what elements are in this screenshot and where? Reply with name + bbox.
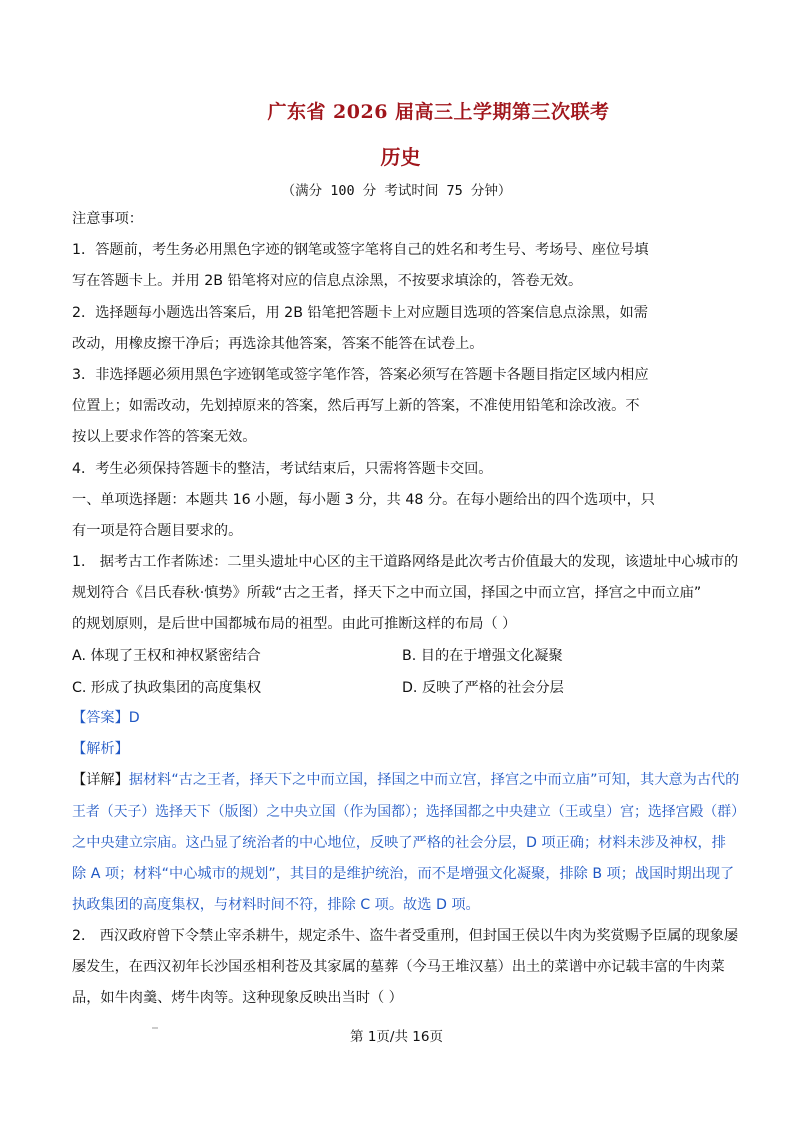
analysis-label: 【解析】 — [72, 741, 129, 757]
section-heading: 一、单项选择题：本题共 16 小题，每小题 3 分，共 48 分。在每小题给出的四个选项中，只 — [72, 492, 655, 508]
analysis-detail-line: 执政集团的高度集权，与材料时间不符，排除 C 项。故选 D 项。 — [72, 897, 480, 913]
option-b: B. 目的在于增强文化凝聚 — [402, 648, 563, 664]
question-1-stem: 的规划原则，是后世中国都城布局的祖型。由此可推断这样的布局（ ） — [72, 616, 517, 632]
answer-label: 【答案】D — [72, 710, 140, 726]
notice-line: 2．选择题每小题选出答案后，用 2B 铅笔把答题卡上对应题目选项的答案信息点涂黑，如需 — [72, 305, 648, 321]
exam-title: 广东省 2026 届高三上学期第三次联考 — [267, 101, 610, 123]
option-d: D. 反映了严格的社会分层 — [402, 680, 564, 696]
analysis-detail-line: 除 A 项；材料“中心城市的规划”，其目的是维护统治，而不是增强文化凝聚，排除 B 项；战国时期出现了 — [72, 866, 735, 882]
question-1-stem: 规划符合《吕氏春秋·慎势》所载“古之王者，择天下之中而立国，择国之中而立宫，择宫之中而立庙” — [72, 585, 702, 601]
page-number: 第 1页/共 16页 — [350, 1029, 443, 1045]
notice-line: 位置上；如需改动，先划掉原来的答案，然后再写上新的答案，不准使用铅笔和涂改液。不 — [72, 398, 640, 414]
analysis-detail-line: 王者（天子）选择天下（版图）之中央立国（作为国都）；选择国都之中央建立（王或皇）宫；选择宫殿（群） — [72, 804, 746, 820]
notice-line: 改动，用橡皮擦干净后；再选涂其他答案，答案不能答在试卷上。 — [72, 336, 484, 352]
option-a: A. 体现了王权和神权紧密结合 — [72, 648, 261, 664]
detail-prefix: 【详解】 — [72, 772, 129, 788]
notice-line: 4．考生必须保持答题卡的整洁，考试结束后，只需将答题卡交回。 — [72, 461, 493, 477]
notice-line: 1．答题前，考生务必用黑色字迹的钢笔或签字笔将自己的姓名和考生号、考场号、座位号填 — [72, 242, 649, 258]
question-2-stem: 屡发生，在西汉初年长沙国丞相利苍及其家属的墓葬（今马王堆汉墓）出土的菜谱中亦记载丰富的牛肉菜 — [72, 959, 725, 975]
analysis-detail-line: 之中央建立宗庙。这凸显了统治者的中心地位，反映了严格的社会分层，D 项正确；材料未涉及神权，排 — [72, 835, 726, 851]
analysis-detail-line — [72, 770, 739, 790]
exam-meta: （满分 100 分 考试时间 75 分钟） — [281, 183, 512, 199]
option-c: C. 形成了执政集团的高度集权 — [72, 680, 262, 696]
question-2-stem: 品，如牛肉羹、烤牛肉等。这种现象反映出当时（ ） — [72, 990, 403, 1006]
notice-heading: 注意事项： — [72, 211, 143, 227]
question-1-stem: 1． 据考古工作者陈述：二里头遗址中心区的主干道路网络是此次考古价值最大的发现，该遗址中心城市的 — [72, 554, 739, 570]
question-2-stem: 2． 西汉政府曾下令禁止宰杀耕牛，规定杀牛、盗牛者受重刑，但封国王侯以牛肉为奖赏赐予臣属的现象屡 — [72, 928, 739, 944]
notice-line: 按以上要求作答的答案无效。 — [72, 429, 257, 445]
detail-text: 据材料“古之王者，择天下之中而立国，择国之中而立宫，择宫之中而立庙”可知，其大意为古代的 — [128, 772, 740, 788]
notice-line: 3．非选择题必须用黑色字迹钢笔或签字笔作答，答案必须写在答题卡各题目指定区域内相应 — [72, 367, 649, 383]
subject-title: 历史 — [380, 145, 421, 169]
section-heading-cont: 有一项是符合题目要求的。 — [72, 523, 243, 539]
notice-line: 写在答题卡上。并用 2B 铅笔将对应的信息点涂黑，不按要求填涂的，答卷无效。 — [72, 273, 583, 289]
